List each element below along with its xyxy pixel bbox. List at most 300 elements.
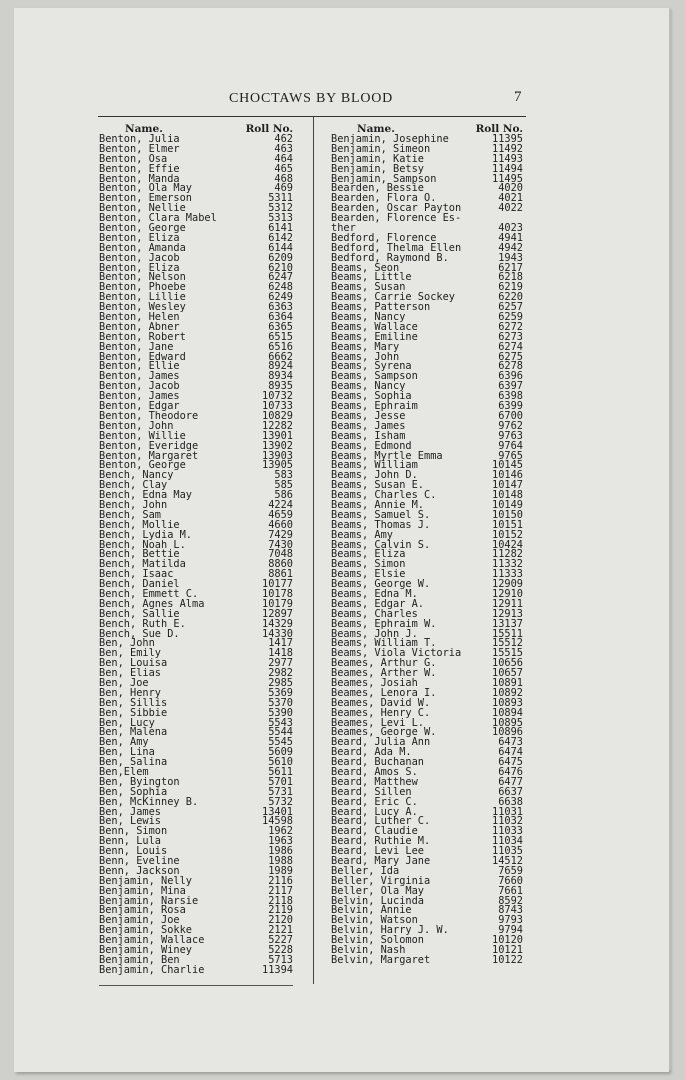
- entry-roll-number: 6217: [498, 261, 523, 274]
- entry-roll-number: 6515: [268, 330, 293, 343]
- entry-name: Beams, Myrtle Emma: [331, 449, 443, 462]
- entry-name: Benjamin, Betsy: [331, 162, 424, 175]
- entry-roll-number: 585: [274, 479, 293, 492]
- entry-name: Benton, James: [99, 370, 180, 383]
- entry-roll-number: 10424: [492, 538, 523, 551]
- entry-roll-number: 13901: [262, 429, 293, 442]
- entry-roll-number: 10178: [262, 587, 293, 600]
- entry-roll-number: 6219: [498, 281, 523, 294]
- entry-name: Ben, Amy: [99, 736, 149, 749]
- entry-roll-number: 5701: [268, 775, 293, 788]
- entry-name: Beams, Calvin S.: [331, 538, 431, 551]
- entry-name: Beams, Edna M.: [331, 587, 418, 600]
- entry-name: Bench, Mollie: [99, 518, 180, 531]
- entry-name: Benn, Lula: [99, 835, 161, 848]
- entry-roll-number: 10829: [262, 409, 293, 422]
- entry-name: Benjamin, Nelly: [99, 874, 192, 887]
- entry-name: Benton, Robert: [99, 330, 186, 343]
- entry-name: Benton, Jane: [99, 340, 174, 353]
- entry-roll-number: 6700: [498, 409, 523, 422]
- entry-name: Ben, Salina: [99, 756, 168, 769]
- entry-name: Benjamin, Josephine: [331, 133, 449, 145]
- entry-name: Beams, Patterson: [331, 301, 431, 314]
- entry-name: Beames, Arther W.: [331, 667, 437, 680]
- entry-name: Ben, Lewis: [99, 815, 161, 828]
- entry-name: Beams, John D.: [331, 469, 418, 482]
- entry-roll-number: 13905: [262, 459, 293, 472]
- entry-roll-number: 2120: [268, 914, 293, 927]
- entry-name: Bench, Lydia M.: [99, 528, 192, 541]
- entry-name: Bedford, Raymond B.: [331, 251, 449, 264]
- entry-roll-number: 4941: [498, 231, 523, 244]
- entry-roll-number: 2121: [268, 924, 293, 937]
- entry-roll-number: 10179: [262, 597, 293, 610]
- entry-name: Beams, William T.: [331, 637, 437, 650]
- entry-roll-number: 6257: [498, 301, 523, 314]
- entry-roll-number: 464: [274, 152, 293, 165]
- entry-name: Benn, Louis: [99, 845, 168, 858]
- entry-roll-number: 6476: [498, 766, 523, 778]
- entry-name: Beams, James: [331, 419, 406, 432]
- entry-roll-number: 11495: [492, 172, 523, 185]
- entry-roll-number: 11332: [492, 558, 523, 571]
- roll-column-heading: Roll No.: [245, 123, 293, 135]
- entry-roll-number: 7661: [498, 884, 523, 897]
- entry-name: Benton, Eliza: [99, 231, 180, 244]
- entry-name: Benjamin, Sampson: [331, 172, 437, 185]
- entry-roll-number: 11333: [492, 568, 523, 581]
- entry-name: Bench, Ruth E.: [99, 617, 186, 630]
- entry-name: Beller, Ola May: [331, 884, 424, 897]
- roll-entry: [99, 963, 293, 976]
- entry-roll-number: 11034: [492, 835, 523, 848]
- entry-name: Ben, John: [99, 637, 155, 650]
- entry-roll-number: 6220: [498, 291, 523, 304]
- entry-roll-number: 6363: [268, 301, 293, 314]
- entry-roll-number: 586: [274, 489, 293, 502]
- entry-name: Bench, Sallie: [99, 607, 180, 620]
- entry-name: Belvin, Annie: [331, 904, 412, 917]
- entry-name: Beams, Little: [331, 271, 412, 284]
- entry-name: Bench, Agnes Alma: [99, 597, 205, 610]
- entry-roll-number: 6259: [498, 311, 523, 324]
- entry-name: Benton, Emerson: [99, 192, 192, 205]
- entry-name: Beams, John J.: [331, 627, 418, 640]
- entry-roll-number: 9765: [498, 449, 523, 462]
- roll-entry: [331, 214, 523, 224]
- entry-roll-number: 11492: [492, 142, 523, 155]
- entry-roll-number: 5610: [268, 756, 293, 769]
- entry-roll-number: 6142: [268, 231, 293, 244]
- entry-name: Benton, Edward: [99, 350, 186, 363]
- entry-name: Benn, Simon: [99, 825, 168, 838]
- entry-roll-number: 12909: [492, 578, 523, 591]
- entry-roll-number: 7429: [268, 528, 293, 541]
- entry-roll-number: 5732: [268, 795, 293, 808]
- entry-name: Beams, Eliza: [331, 548, 406, 561]
- entry-name: Benjamin, Joe: [99, 914, 180, 927]
- entry-name: Benton, Eliza: [99, 261, 180, 274]
- entry-name: Beller, Virginia: [331, 874, 431, 887]
- entry-name: Benton, Phoebe: [99, 281, 186, 294]
- entry-name: Ben, Joe: [99, 676, 149, 689]
- entry-name: Belvin, Watson: [331, 914, 418, 927]
- entry-roll-number: 2985: [268, 676, 293, 689]
- entry-roll-number: 6210: [268, 261, 293, 274]
- entry-name: Benjamin, Wallace: [99, 934, 205, 947]
- right-entry-list: [331, 135, 523, 966]
- entry-roll-number: 4022: [498, 202, 523, 215]
- entry-name: Beams, Amy: [331, 528, 393, 541]
- name-column-heading: Name.: [357, 123, 395, 135]
- entry-roll-number: 12282: [262, 419, 293, 432]
- entry-roll-number: 6398: [498, 390, 523, 403]
- entry-roll-number: 7659: [498, 864, 523, 877]
- entry-roll-number: 8924: [268, 360, 293, 373]
- right-column: [331, 124, 523, 966]
- entry-roll-number: 10894: [492, 706, 523, 719]
- entry-name: Benton, Clara Mabel: [99, 212, 217, 225]
- entry-name: Bench, Sue D.: [99, 627, 180, 640]
- entry-roll-number: 11032: [492, 815, 523, 828]
- entry-roll-number: 13137: [492, 617, 523, 630]
- entry-name: Beams, Elsie: [331, 568, 406, 581]
- entry-name: Benton, Margaret: [99, 449, 199, 462]
- entry-name: Benton, Lillie: [99, 291, 186, 304]
- entry-name: Bench, Clay: [99, 479, 168, 492]
- entry-name: Ben, Sibbie: [99, 706, 168, 719]
- entry-name: Benton, Osa: [99, 152, 168, 165]
- entry-roll-number: 465: [274, 162, 293, 175]
- entry-name: Bedford, Thelma Ellen: [331, 241, 462, 254]
- entry-name: Beard, Lucy A.: [331, 805, 418, 818]
- entry-roll-number: 5227: [268, 934, 293, 947]
- entry-roll-number: 11282: [492, 548, 523, 561]
- entry-roll-number: 6272: [498, 320, 523, 333]
- entry-name: Benton, Jacob: [99, 251, 180, 264]
- entry-name: Benton, Wesley: [99, 301, 186, 314]
- entry-roll-number: 5311: [268, 192, 293, 205]
- entry-name: Beams, Carrie Sockey: [331, 291, 455, 304]
- entry-name: Beams, Jesse: [331, 409, 406, 422]
- entry-roll-number: 8860: [268, 558, 293, 571]
- entry-roll-number: 10145: [492, 459, 523, 472]
- entry-roll-number: 5313: [268, 212, 293, 225]
- entry-name: Bench, Noah L.: [99, 538, 186, 551]
- entry-name: Benton, John: [99, 419, 174, 432]
- entry-name: Beams, Mary: [331, 340, 400, 353]
- entry-name: Benton, Ola May: [99, 182, 192, 195]
- entry-name: Benton, Jacob: [99, 380, 180, 393]
- entry-name: Beams, William: [331, 459, 418, 472]
- entry-name: Ben, Henry: [99, 686, 161, 699]
- entry-roll-number: 10120: [492, 934, 523, 947]
- entry-name: Benton, Everidge: [99, 439, 199, 452]
- entry-name: Beard, Julia Ann: [331, 736, 431, 749]
- entry-roll-number: 12911: [492, 597, 523, 610]
- entry-name: Benjamin, Charlie: [99, 963, 205, 976]
- entry-name: Belvin, Solomon: [331, 934, 424, 947]
- entry-roll-number: 6249: [268, 291, 293, 304]
- entry-name: Belvin, Margaret: [331, 953, 431, 966]
- entry-roll-number: 4942: [498, 241, 523, 254]
- entry-name: Ben, Lucy: [99, 716, 155, 729]
- entry-roll-number: 10121: [492, 944, 523, 957]
- entry-roll-number: 6399: [498, 400, 523, 413]
- entry-name: Beard, Mary Jane: [331, 855, 431, 868]
- entry-name: Bearden, Bessie: [331, 182, 424, 195]
- entry-roll-number: 6364: [268, 311, 293, 324]
- entry-name: Beames, Josiah: [331, 676, 418, 689]
- bottom-rule: [99, 985, 293, 986]
- entry-name: Beams, Wallace: [331, 320, 418, 333]
- page-header-title: CHOCTAWS BY BLOOD: [229, 91, 394, 106]
- entry-roll-number: 6637: [498, 785, 523, 798]
- header-rule: [98, 116, 526, 117]
- entry-roll-number: 14329: [262, 617, 293, 630]
- entry-roll-number: 10732: [262, 390, 293, 403]
- entry-roll-number: 6274: [498, 340, 523, 353]
- entry-roll-number: 4660: [268, 518, 293, 531]
- entry-roll-number: 8934: [268, 370, 293, 383]
- entry-name: Bench, John: [99, 498, 168, 511]
- entry-name: Beames, Henry C.: [331, 706, 431, 719]
- entry-roll-number: 7430: [268, 538, 293, 551]
- entry-name: Benton, Helen: [99, 311, 180, 324]
- entry-roll-number: 9762: [498, 419, 523, 432]
- entry-roll-number: 10733: [262, 400, 293, 413]
- entry-name: Beams, Syrena: [331, 360, 412, 373]
- entry-roll-number: 15511: [492, 627, 523, 640]
- entry-name: Ben, Louisa: [99, 657, 168, 670]
- entry-roll-number: 4224: [268, 498, 293, 511]
- entry-roll-number: 11031: [492, 805, 523, 818]
- entry-name: Bench, Edna May: [99, 489, 192, 502]
- entry-name: Bearden, Florence Es-: [331, 212, 462, 225]
- entry-roll-number: 11395: [492, 133, 523, 145]
- entry-name: Beams, Charles: [331, 607, 418, 620]
- entry-roll-number: 6475: [498, 756, 523, 769]
- entry-roll-number: 10892: [492, 686, 523, 699]
- entry-name: Beams, Annie M.: [331, 498, 424, 511]
- entry-name: Benton, Edgar: [99, 400, 180, 413]
- entry-roll-number: 5312: [268, 202, 293, 215]
- entry-name: Benjamin, Rosa: [99, 904, 186, 917]
- entry-name: Belvin, Lucinda: [331, 894, 424, 907]
- entry-name: Beames, David W.: [331, 696, 431, 709]
- entry-name: Beams, Sampson: [331, 370, 418, 383]
- entry-name: Bench, Nancy: [99, 469, 174, 482]
- entry-roll-number: 5713: [268, 953, 293, 966]
- entry-name: Beard, Eric C.: [331, 795, 418, 808]
- entry-roll-number: 10893: [492, 696, 523, 709]
- entry-name: Bedford, Florence: [331, 231, 437, 244]
- entry-roll-number: 1417: [268, 637, 293, 650]
- entry-roll-number: 5544: [268, 726, 293, 739]
- entry-name: Benton, Abner: [99, 320, 180, 333]
- entry-name: Beams, Viola Victoria: [331, 647, 462, 660]
- entry-roll-number: 583: [274, 469, 293, 482]
- entry-roll-number: 9794: [498, 924, 523, 937]
- entry-roll-number: 2117: [268, 884, 293, 897]
- entry-name: Beams, Thomas J.: [331, 518, 431, 531]
- entry-roll-number: 6638: [498, 795, 523, 808]
- entry-roll-number: 1986: [268, 845, 293, 858]
- entry-roll-number: 13401: [262, 805, 293, 818]
- entry-name: Benton, Elmer: [99, 142, 180, 155]
- entry-roll-number: 1988: [268, 855, 293, 868]
- entry-roll-number: 11033: [492, 825, 523, 838]
- entry-roll-number: 10657: [492, 667, 523, 680]
- entry-roll-number: 11035: [492, 845, 523, 858]
- entry-roll-number: 10151: [492, 518, 523, 531]
- entry-roll-number: 9793: [498, 914, 523, 927]
- entry-roll-number: 15512: [492, 637, 523, 650]
- entry-name: Benton, James: [99, 390, 180, 403]
- entry-name: Benjamin, Ben: [99, 953, 180, 966]
- entry-roll-number: 10896: [492, 726, 523, 739]
- entry-roll-number: 7660: [498, 874, 523, 887]
- entry-name: Benton, George: [99, 459, 186, 472]
- entry-roll-number: 6473: [498, 736, 523, 749]
- entry-roll-number: 5370: [268, 696, 293, 709]
- entry-roll-number: 1943: [498, 251, 523, 264]
- entry-roll-number: 462: [274, 133, 293, 145]
- entry-name: Benn, Jackson: [99, 864, 180, 877]
- entry-name: Ben, Emily: [99, 647, 161, 660]
- entry-name: Benjamin, Katie: [331, 152, 424, 165]
- entry-roll-number: 6273: [498, 330, 523, 343]
- entry-name: Benton, Theodore: [99, 409, 199, 422]
- entry-roll-number: 6474: [498, 746, 523, 759]
- entry-name: Beard, Luther C.: [331, 815, 431, 828]
- entry-roll-number: 12897: [262, 607, 293, 620]
- entry-name: Beames, Arthur G.: [331, 657, 437, 670]
- entry-roll-number: 10150: [492, 508, 523, 521]
- entry-name: Ben, Sillis: [99, 696, 168, 709]
- entry-name: Bearden, Oscar Payton: [331, 202, 462, 215]
- entry-name: Benjamin, Winey: [99, 944, 192, 957]
- entry-roll-number: 9763: [498, 429, 523, 442]
- page-number: 7: [514, 89, 522, 105]
- entry-roll-number: 11493: [492, 152, 523, 165]
- entry-name: Ben, Sophia: [99, 785, 168, 798]
- entry-roll-number: 2982: [268, 667, 293, 680]
- entry-name: Bench, Daniel: [99, 578, 180, 591]
- entry-name: Benn, Eveline: [99, 855, 180, 868]
- entry-name: Benjamin, Sokke: [99, 924, 192, 937]
- entry-name: Benton, Willie: [99, 429, 186, 442]
- entry-name: Beams, Ephraim: [331, 400, 418, 413]
- entry-name: Beams, John: [331, 350, 400, 363]
- entry-name: Beams, Charles C.: [331, 489, 437, 502]
- entry-roll-number: 4659: [268, 508, 293, 521]
- entry-roll-number: 2118: [268, 894, 293, 907]
- roll-column-heading: Roll No.: [475, 123, 523, 135]
- entry-roll-number: 10122: [492, 953, 523, 966]
- entry-roll-number: 10146: [492, 469, 523, 482]
- entry-roll-number: 2977: [268, 657, 293, 670]
- entry-name: Beams, Ephraim W.: [331, 617, 437, 630]
- entry-name: Beard, Ada M.: [331, 746, 412, 759]
- entry-roll-number: 8861: [268, 568, 293, 581]
- entry-roll-number: 11494: [492, 162, 523, 175]
- entry-roll-number: 5369: [268, 686, 293, 699]
- entry-roll-number: 14512: [492, 855, 523, 868]
- entry-roll-number: 6144: [268, 241, 293, 254]
- entry-roll-number: 12910: [492, 587, 523, 600]
- entry-roll-number: 469: [274, 182, 293, 195]
- entry-name: Beames, George W.: [331, 726, 437, 739]
- entry-name: Beams, Nancy: [331, 311, 406, 324]
- entry-roll-number: 14330: [262, 627, 293, 640]
- entry-roll-number: 1989: [268, 864, 293, 877]
- entry-roll-number: 13902: [262, 439, 293, 452]
- entry-name: Beard, Claudie: [331, 825, 418, 838]
- entry-name: Bearden, Flora O.: [331, 192, 437, 205]
- entry-name: Benton, Manda: [99, 172, 180, 185]
- entry-name: Beams, Sophia: [331, 390, 412, 403]
- entry-name: Bench, Isaac: [99, 568, 174, 581]
- entry-roll-number: 10148: [492, 489, 523, 502]
- entry-name: Bench, Emmett C.: [99, 587, 199, 600]
- entry-roll-number: 5390: [268, 706, 293, 719]
- entry-name: Benton, George: [99, 222, 186, 235]
- entry-roll-number: 6477: [498, 775, 523, 788]
- entry-name: Beames, Lenora I.: [331, 686, 437, 699]
- entry-name: Benton, Julia: [99, 133, 180, 145]
- entry-name: Ben, James: [99, 805, 161, 818]
- entry-roll-number: 468: [274, 172, 293, 185]
- entry-roll-number: 1963: [268, 835, 293, 848]
- entry-roll-number: 5731: [268, 785, 293, 798]
- entry-roll-number: 4023: [498, 222, 523, 235]
- entry-name: Benton, Amanda: [99, 241, 186, 254]
- entry-name: Ben, Malena: [99, 726, 168, 739]
- entry-name: Beams, Seon: [331, 261, 400, 274]
- entry-roll-number: 8935: [268, 380, 293, 393]
- entry-roll-number: 8743: [498, 904, 523, 917]
- entry-name: Beams, Isham: [331, 429, 406, 442]
- entry-roll-number: 5545: [268, 736, 293, 749]
- entry-name: Benton, Effie: [99, 162, 180, 175]
- entry-name: Beard, Ruthie M.: [331, 835, 431, 848]
- entry-name: Ben, Elias: [99, 667, 161, 680]
- entry-roll-number: 12913: [492, 607, 523, 620]
- entry-roll-number: 1418: [268, 647, 293, 660]
- entry-name: Beams, Edgar A.: [331, 597, 424, 610]
- entry-roll-number: 14598: [262, 815, 293, 828]
- entry-name: Beames, Levi L.: [331, 716, 424, 729]
- entry-roll-number: 6218: [498, 271, 523, 284]
- entry-name: Benton, Ellie: [99, 360, 180, 373]
- entry-name: Beard, Amos S.: [331, 766, 418, 778]
- entry-name: Benjamin, Narsie: [99, 894, 199, 907]
- entry-name: Bench, Sam: [99, 508, 161, 521]
- entry-roll-number: 10147: [492, 479, 523, 492]
- entry-roll-number: 6248: [268, 281, 293, 294]
- entry-roll-number: 5543: [268, 716, 293, 729]
- entry-roll-number: 6141: [268, 222, 293, 235]
- page-edge: [669, 10, 672, 1070]
- entry-name: Beams, Samuel S.: [331, 508, 431, 521]
- entry-roll-number: 13903: [262, 449, 293, 462]
- entry-name: Beard, Levi Lee: [331, 845, 424, 858]
- entry-name: Beams, Susan: [331, 281, 406, 294]
- entry-roll-number: 6365: [268, 320, 293, 333]
- left-entry-list: [99, 135, 293, 976]
- entry-name: Beams, Susan E.: [331, 479, 424, 492]
